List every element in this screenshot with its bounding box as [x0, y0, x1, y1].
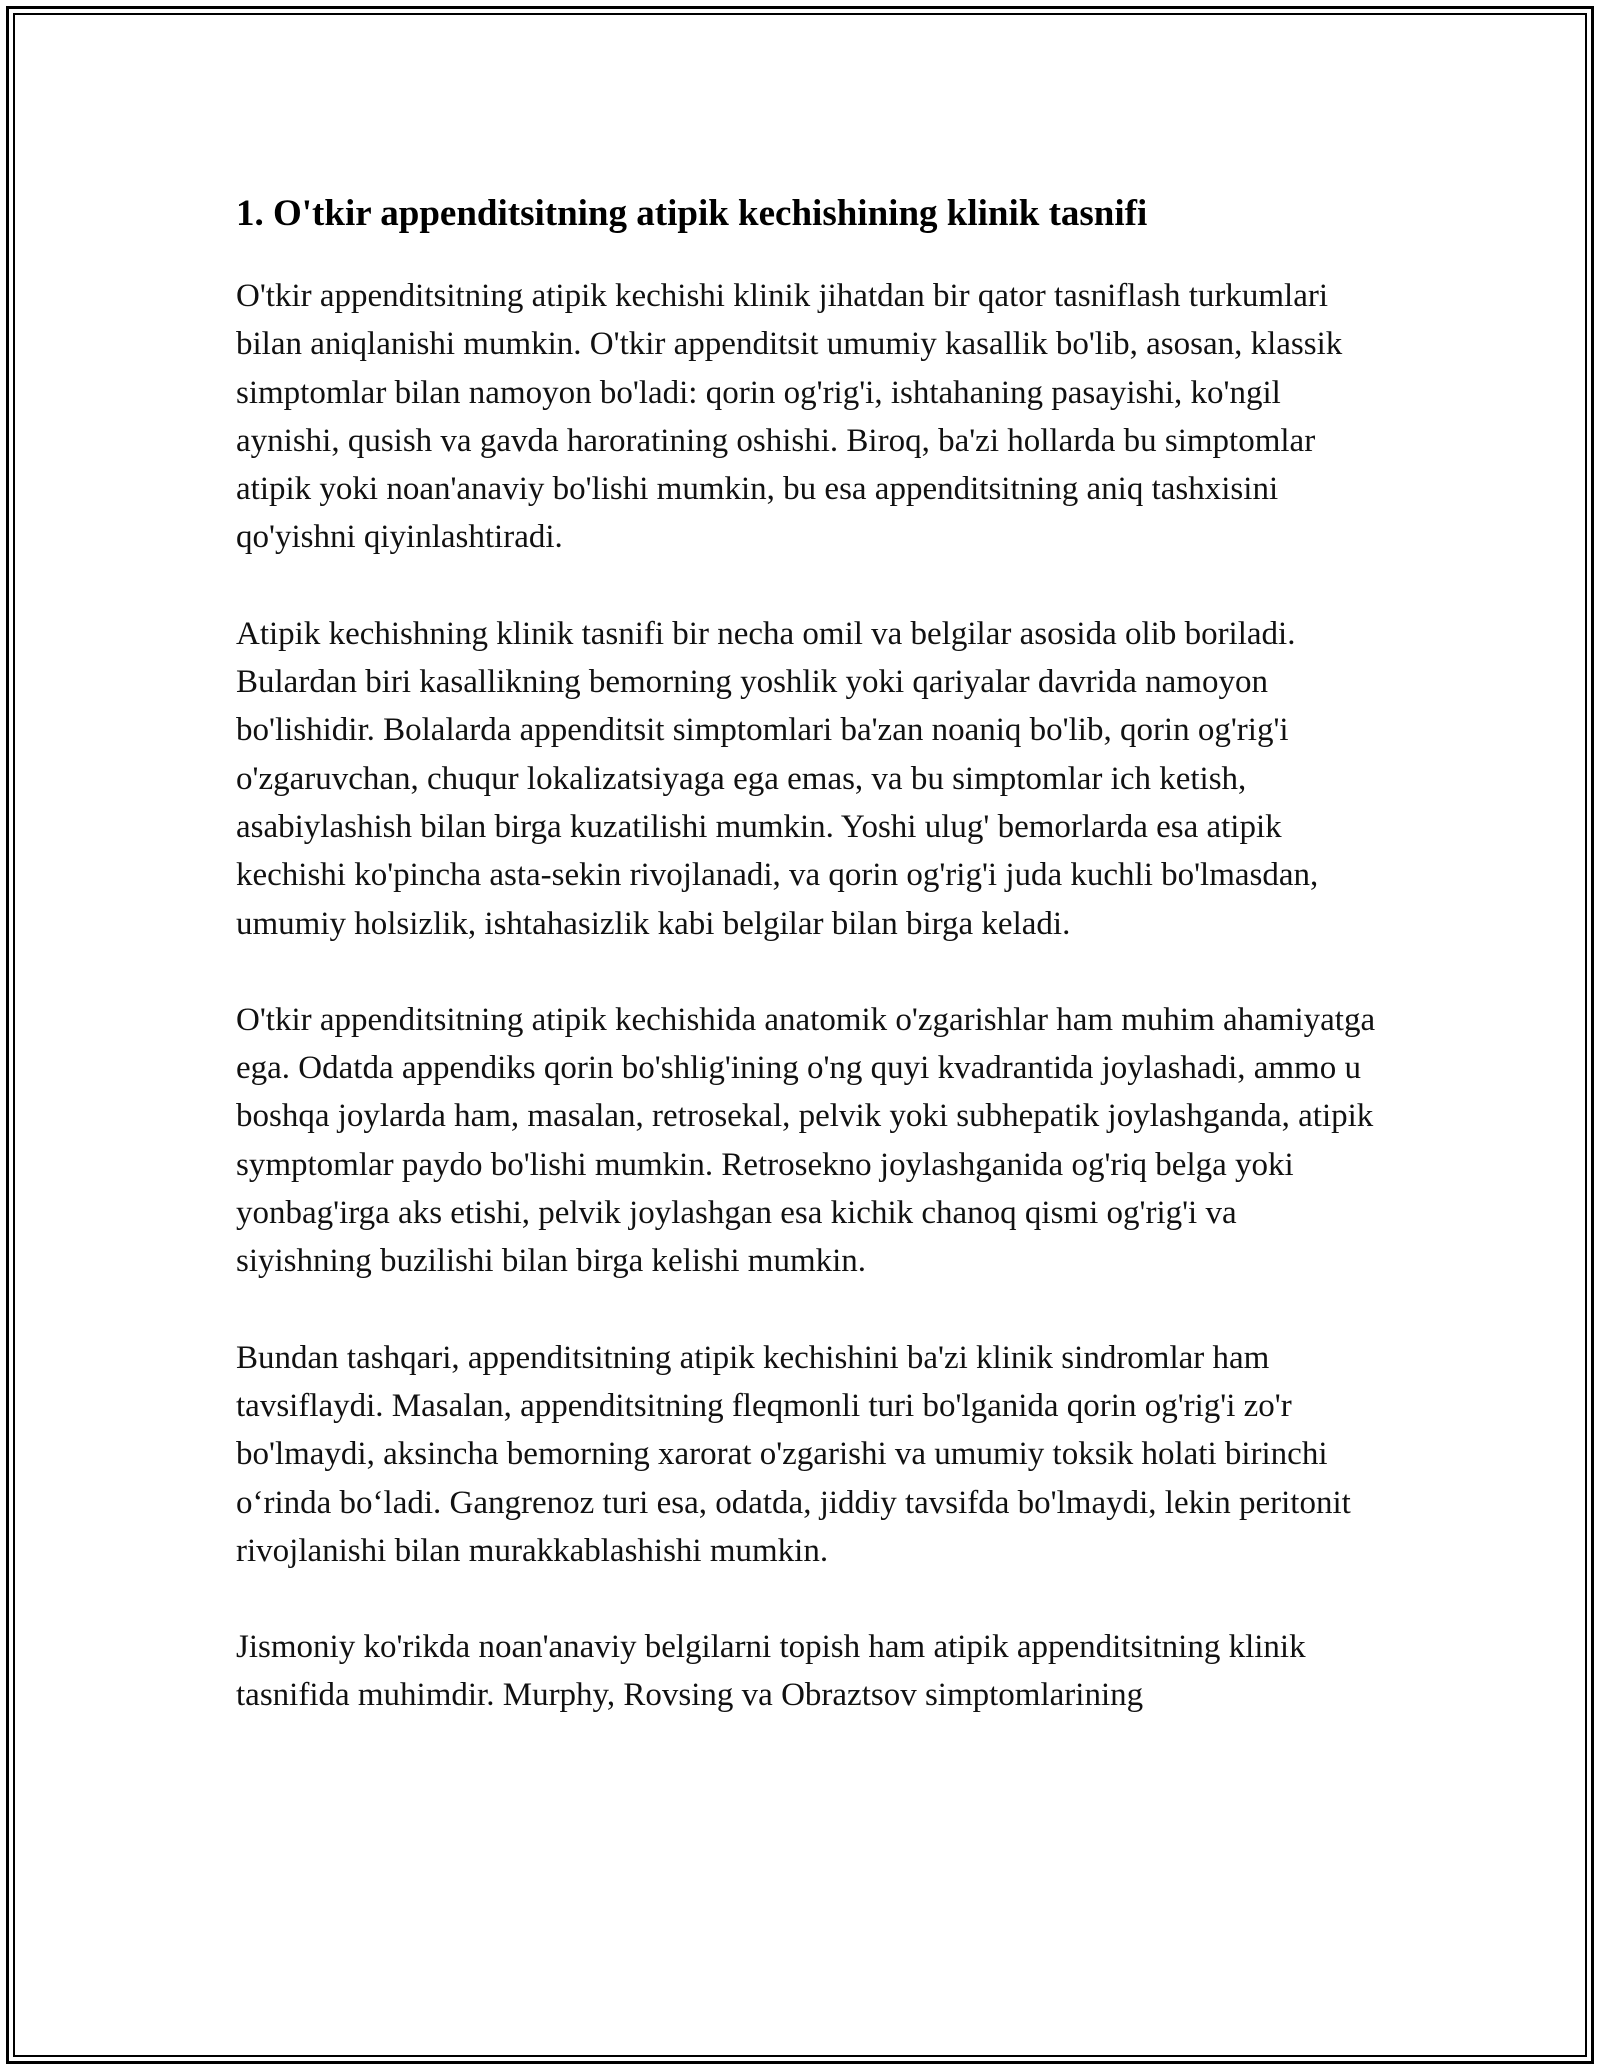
- paragraph-4: Bundan tashqari, appenditsitning atipik kechishini ba'zi klinik sindromlar ham tavsiflaydi. Masalan, appenditsitning fleqmonli turi bo'lganida qorin og'rig'i zo'r bo'lmaydi, aksincha bemorning xarorat o'zgarishi va umumiy toksik holati birinchi oʻrinda boʻladi. Gangrenoz turi esa, odatda, jiddiy tavsifda bo'lmaydi, lekin peritonit rivojlanishi bilan murakkablashishi mumkin.: [236, 1339, 1351, 1569]
- paragraph-2: Atipik kechishning klinik tasnifi bir necha omil va belgilar asosida olib boriladi. Bulardan biri kasallikning bemorning yoshlik yoki qariyalar davrida namoyon bo'lishidir. Bolalarda appenditsit simptomlari ba'zan noaniq bo'lib, qorin og'rig'i o'zgaruvchan, chuqur lokalizatsiyaga ega emas, va bu simptomlar ich ketish, asabiylashish bilan birga kuzatilishi mumkin. Yoshi ulug' bemorlarda esa atipik kechishi ko'pincha asta-sekin rivojlanadi, va qorin og'rig'i juda kuchli bo'lmasdan, umumiy holsizlik, ishtahasizlik kabi belgilar bilan birga keladi.: [236, 615, 1319, 942]
- document-body: [236, 186, 1376, 1768]
- section-heading: 1. O'tkir appenditsitning atipik kechishining klinik tasnifi: [236, 193, 1148, 234]
- paragraph-3: O'tkir appenditsitning atipik kechishida anatomik o'zgarishlar ham muhim ahamiyatga ega. Odatda appendiks qorin bo'shlig'ining o'ng quyi kvadrantida joylashadi, ammo u boshqa joylarda ham, masalan, retrosekal, pelvik yoki subhepatik joylashganda, atipik symptomlar paydo bo'lishi mumkin. Retrosekno joylashganida og'riq belga yoki yonbag'irga aks etishi, pelvik joylashgan esa kichik chanoq qismi og'rig'i va siyishning buzilishi bilan birga kelishi mumkin.: [236, 1001, 1376, 1280]
- paragraph-1: O'tkir appenditsitning atipik kechishi klinik jihatdan bir qator tasniflash turkumlari bilan aniqlanishi mumkin. O'tkir appenditsit umumiy kasallik bo'lib, asosan, klassik simptomlar bilan namoyon bo'ladi: qorin og'rig'i, ishtahaning pasayishi, ko'ngil aynishi, qusish va gavda haroratining oshishi. Biroq, ba'zi hollarda bu simptomlar atipik yoki noan'anaviy bo'lishi mumkin, bu esa appenditsitning aniq tashxisini qo'yishni qiyinlashtiradi.: [236, 278, 1343, 556]
- paragraph-5: Jismoniy ko'rikda noan'anaviy belgilarni topish ham atipik appenditsitning klinik tasnifida muhimdir. Murphy, Rovsing va Obraztsov simptomlarining: [236, 1629, 1306, 1714]
